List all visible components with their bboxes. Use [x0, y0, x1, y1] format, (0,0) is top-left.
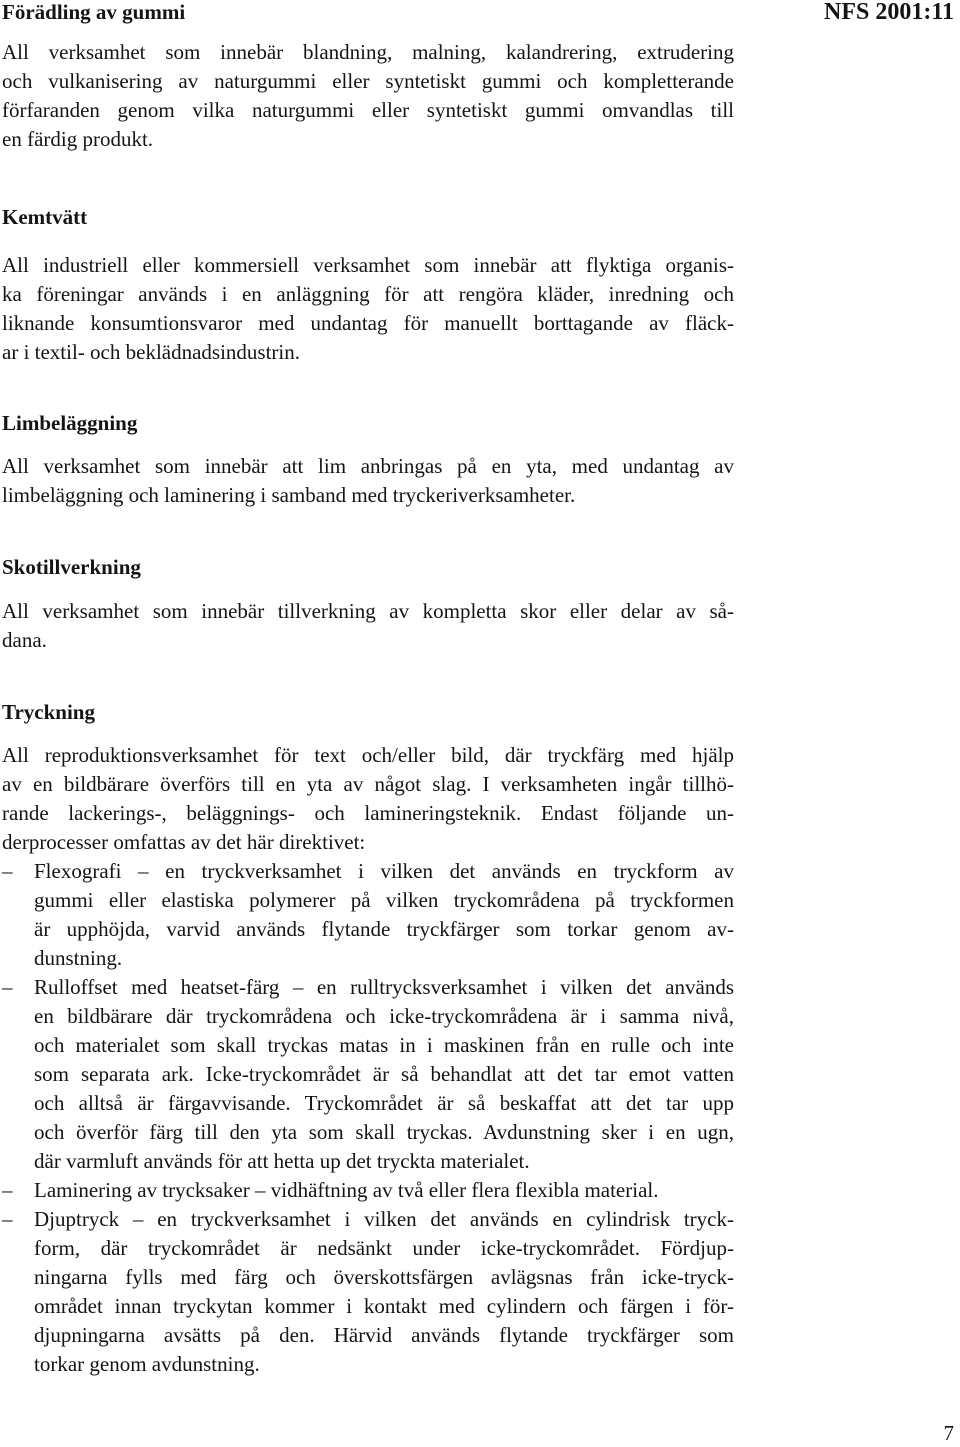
section-heading: Kemtvätt [2, 205, 88, 229]
text-line: All industriell eller kommersiell verksamhet som innebär att flyktiga organis- [2, 253, 734, 277]
page-content [2, 0, 734, 1379]
section-paragraph [2, 741, 734, 857]
section-heading: Limbeläggning [2, 411, 138, 435]
text-line: rande lackerings-, beläggnings- och lamineringsteknik. Endast följande un- [2, 801, 734, 825]
section-paragraph [2, 251, 734, 367]
text-line: ningarna fylls med färg och överskottsfärgen avlägsnas från icke-tryck- [34, 1265, 734, 1289]
text-line: All verksamhet som innebär tillverkning av kompletta skor eller delar av så- [2, 599, 734, 623]
text-line: och alltså är färgavvisande. Tryckområdet är så beskaffat att det tar upp [34, 1091, 734, 1115]
text-line: All reproduktionsverksamhet för text och/eller bild, där tryckfärg med hjälp [2, 743, 734, 767]
text-line: torkar genom avdunstning. [34, 1352, 260, 1376]
text-line: och överför färg till den yta som skall tryckas. Avdunstning sker i en ugn, [34, 1120, 734, 1144]
text-line: dana. [2, 628, 47, 652]
text-line: dunstning. [34, 946, 123, 970]
text-line: området innan tryckytan kommer i kontakt med cylindern och färgen i för- [34, 1294, 734, 1318]
text-line: Flexografi – en tryckverksamhet i vilken det används en tryckform av [34, 859, 734, 883]
text-line: liknande konsumtionsvaror med undantag för manuellt borttagande av fläck- [2, 311, 734, 335]
text-line: och vulkanisering av naturgummi eller syntetiskt gummi och kompletterande [2, 69, 734, 93]
text-line: derprocesser omfattas av det här direktivet: [2, 830, 366, 854]
page-number: 7 [943, 1421, 954, 1445]
list-item [2, 1176, 734, 1205]
list-item [2, 857, 734, 973]
list-item [2, 1205, 734, 1379]
text-line: limbeläggning och laminering i samband med tryckeriverksamheter. [2, 483, 576, 507]
text-line: Rulloffset med heatset-färg – en rulltrycksverksamhet i vilken det används [34, 975, 734, 999]
text-line: Djuptryck – en tryckverksamhet i vilken det används en cylindrisk tryck- [34, 1207, 734, 1231]
section-paragraph [2, 597, 734, 655]
text-line: en bildbärare där tryckområdena och icke-tryckområdena är i samma nivå, [34, 1004, 734, 1028]
section-heading: Förädling av gummi [2, 0, 186, 24]
text-line: förfaranden genom vilka naturgummi eller syntetiskt gummi omvandlas till [2, 98, 734, 122]
text-line: All verksamhet som innebär att lim anbringas på en yta, med undantag av [2, 454, 734, 478]
dash-marker: – [2, 1207, 13, 1231]
text-line: ar i textil- och beklädnadsindustrin. [2, 340, 301, 364]
section-paragraph [2, 38, 734, 154]
text-line: av en bildbärare överförs till en yta av något slag. I verksamheten ingår tillhö- [2, 772, 734, 796]
dash-marker: – [2, 975, 13, 999]
section-heading: Skotillverkning [2, 555, 141, 579]
text-line: djupningarna avsätts på den. Härvid används flytande tryckfärger som [34, 1323, 734, 1347]
section-heading: Tryckning [2, 700, 95, 724]
text-line: är upphöjda, varvid används flytande tryckfärger som torkar genom av- [34, 917, 734, 941]
text-line: All verksamhet som innebär blandning, malning, kalandrering, extrudering [2, 40, 734, 64]
section-paragraph [2, 452, 734, 510]
dash-marker: – [2, 859, 13, 883]
text-line: ka föreningar används i en anläggning för att rengöra kläder, inredning och [2, 282, 734, 306]
text-line: där varmluft används för att hetta up det tryckta materialet. [34, 1149, 530, 1173]
text-line: gummi eller elastiska polymerer på vilken tryckområdena på tryckformen [34, 888, 734, 912]
text-line: som separata ark. Icke-tryckområdet är så behandlat att det tar emot vatten [34, 1062, 734, 1086]
text-line: en färdig produkt. [2, 127, 154, 151]
list-item [2, 973, 734, 1176]
document-id: NFS 2001:11 [823, 0, 954, 25]
text-line: och materialet som skall tryckas matas in i maskinen från en rulle och inte [34, 1033, 734, 1057]
subprocess-list [2, 857, 734, 1379]
dash-marker: – [2, 1178, 13, 1202]
text-line: form, där tryckområdet är nedsänkt under icke-tryckområdet. Fördjup- [34, 1236, 734, 1260]
text-line: Laminering av trycksaker – vidhäftning av två eller flera flexibla material. [34, 1178, 659, 1202]
